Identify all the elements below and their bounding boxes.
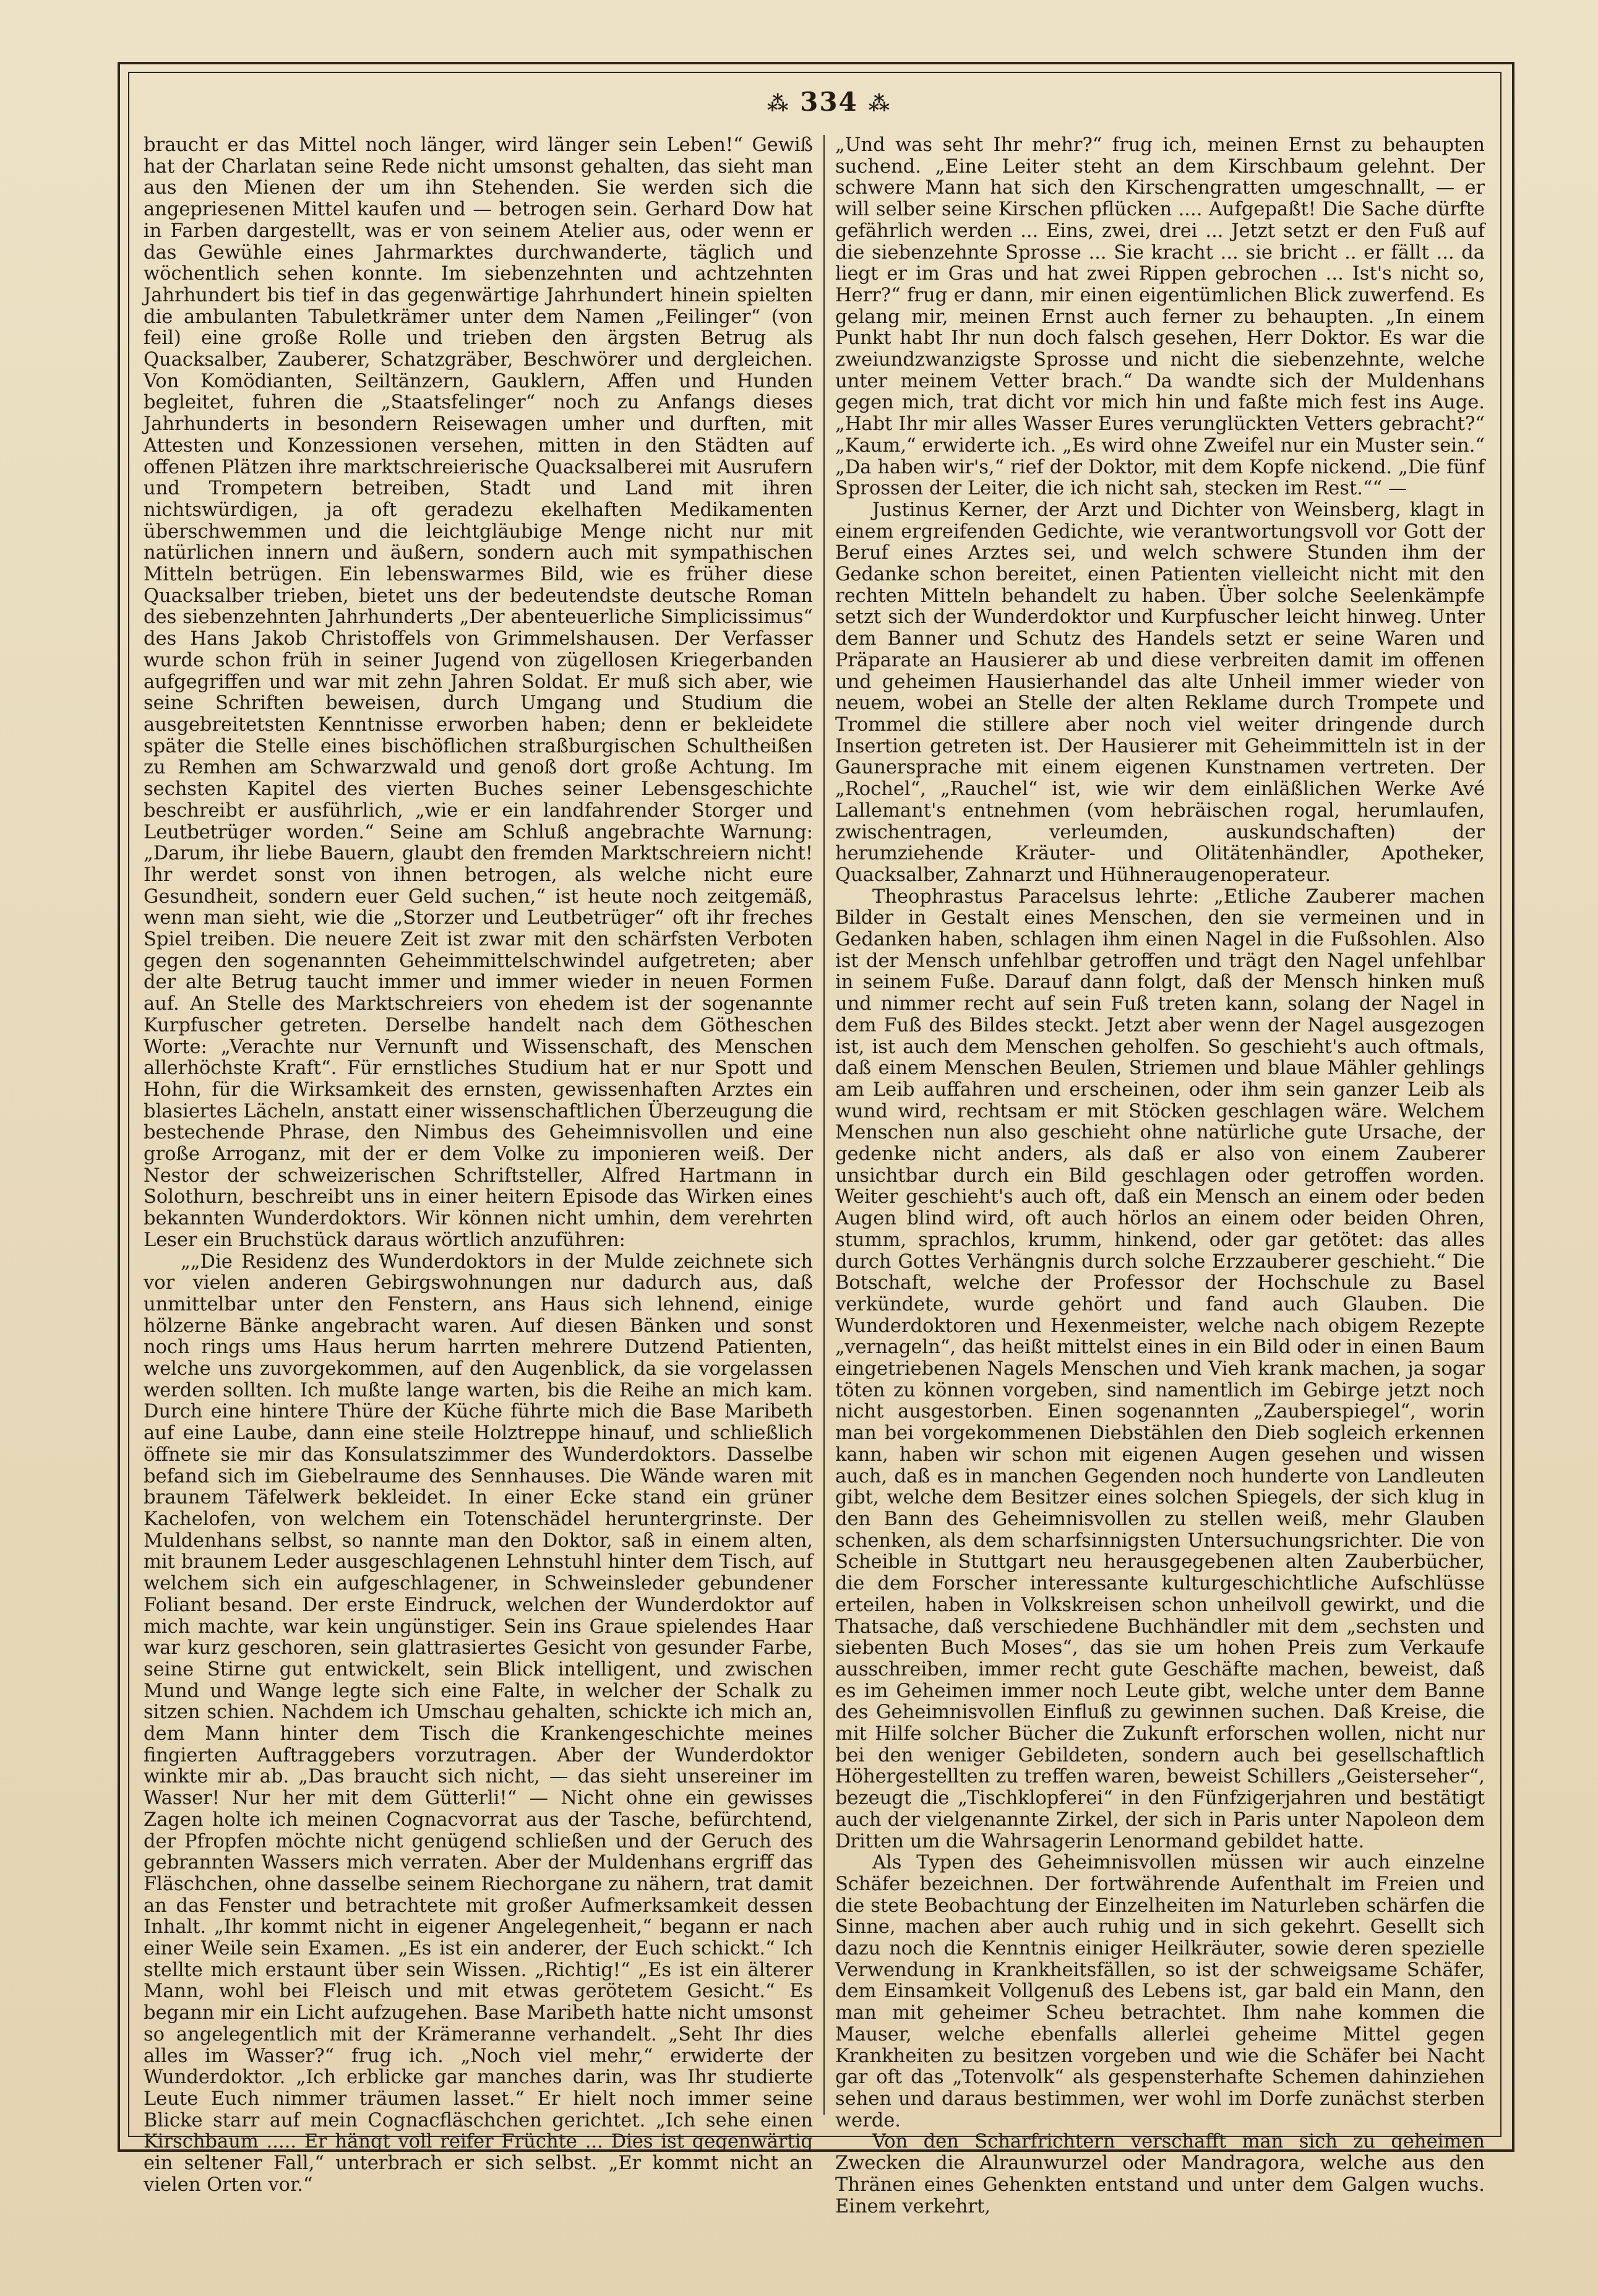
- column-divider: [823, 135, 825, 2115]
- paragraph: braucht er das Mittel noch länger, wird länger sein Leben!“ Gewiß hat der Charlatan seine Rede nicht umsonst gehalten, das sieht man aus den Mienen der um ihn Stehenden. Sie werden sich die angepriesenen Mittel kaufen und — betrogen sein. Gerhard Dow hat in Farben dargestellt, was er von seinem Atelier aus, oder wenn er das Gewühle eines Jahrmarktes durchwanderte, täglich und wöchentlich sehen konnte. Im siebenzehnten und achtzehnten Jahrhundert bis tief in das gegenwärtige Jahrhundert hinein spielten die ambulanten Tabuletkrämer unter dem Namen „Feilinger“ (von feil) eine große Rolle und trieben den ärgsten Betrug als Quacksalber, Zauberer, Schatzgräber, Beschwörer und dergleichen. Von Komödianten, Seiltänzern, Gauklern, Affen und Hunden begleitet, fuhren die „Staatsfelinger“ noch zu Anfangs dieses Jahrhunderts in besondern Reisewagen umher und durften, mit Attesten und Konzessionen versehen, mitten in den Städten auf offenen Plätzen ihre marktschreierische Quacksalberei mit Ausrufern und Trompetern betreiben, Stadt und Land mit ihren nichtswürdigen, ja oft geradezu ekelhaften Medikamenten überschwemmen und die leichtgläubige Menge nicht nur mit natürlichen innern und äußern, sondern auch mit sympathischen Mitteln betrügen. Ein lebenswarmes Bild, wie es früher diese Quacksalber trieben, bietet uns der bedeutendste deutsche Roman des siebenzehnten Jahrhunderts „Der abenteuerliche Simplicissimus“ des Hans Jakob Christoffels von Grimmelshausen. Der Verfasser wurde schon früh in seiner Jugend von zügellosen Kriegerbanden aufgegriffen und war mit zehn Jahren Soldat. Er muß sich aber, wie seine Schriften beweisen, durch Umgang und Studium die ausgebreitetsten Kenntnisse erworben haben; denn er bekleidete später die Stelle eines bischöflichen straßburgischen Schultheißen zu Remhen am Schwarzwald und genoß dort große Achtung. Im sechsten Kapitel des vierten Buches seiner Lebensgeschichte beschreibt er ausführlich, „wie er ein landfahrender Storger und Leutbetrüger worden.“ Seine am Schluß angebrachte Warnung: „Darum, ihr liebe Bauern, glaubt den fremden Marktschreiern nicht! Ihr werdet sonst von ihnen betrogen, als welche nicht eure Gesundheit, sondern euer Geld suchen,“ ist heute noch zeitgemäß, wenn man sieht, wie die „Storzer und Leutbetrüger“ oft ihr freches Spiel treiben. Die neuere Zeit ist zwar mit den schärfsten Verboten gegen den sogenannten Geheimmittelschwindel aufgetreten; aber der alte Betrug taucht immer und immer wieder in neuen Formen auf. An Stelle des Marktschreiers von ehedem ist der sogenannte Kurpfuscher getreten. Derselbe handelt nach dem Götheschen Worte: „Verachte nur Vernunft und Wissenschaft, des Menschen allerhöchste Kraft“. Für ernstliches Studium hat er nur Spott und Hohn, für die Wirksamkeit des ernsten, gewissenhaften Arztes ein blasiertes Lächeln, anstatt einer wissenschaftlichen Überzeugung die bestechende Phrase, den Nimbus des Geheimnisvollen und eine große Arroganz, mit der er dem Volke zu imponieren weiß. Der Nestor der schweizerischen Schriftsteller, Alfred Hartmann in Solothurn, beschreibt uns in einer heitern Episode das Wirken eines bekannten Wunderdoktors. Wir können nicht umhin, dem verehrten Leser ein Bruchstück daraus wörtlich anzuführen:: [144, 134, 813, 1251]
- ornament-left-icon: ⁂: [767, 92, 790, 116]
- left-text-column: [144, 134, 813, 2196]
- ornament-right-icon: ⁂: [868, 92, 891, 116]
- paragraph: „„Die Residenz des Wunderdoktors in der Mulde zeichnete sich vor vielen anderen Gebirgswohnungen nur dadurch aus, daß unmittelbar unter den Fenstern, ans Haus sich lehnend, einige hölzerne Bänke angebracht waren. Auf diesen Bänken und sonst noch rings ums Haus herum harrten mehrere Dutzend Patienten, welche uns zuvorgekommen, auf den Augenblick, da sie vorgelassen werden sollten. Ich mußte lange warten, bis die Reihe an mich kam. Durch eine hintere Thüre der Küche führte mich die Base Maribeth auf eine Laube, dann eine steile Holztreppe hinauf, und schließlich öffnete sie mir das Konsulatszimmer des Wunderdoktors. Dasselbe befand sich im Giebelraume des Sennhauses. Die Wände waren mit braunem Täfelwerk bekleidet. In einer Ecke stand ein grüner Kachelofen, von welchem ein Totenschädel heruntergrinste. Der Muldenhans selbst, so nannte man den Doktor, saß in einem alten, mit braunem Leder ausgeschlagenen Lehnstuhl hinter dem Tisch, auf welchem sich ein aufgeschlagener, in Schweinsleder gebundener Foliant besand. Der erste Eindruck, welchen der Wunderdoktor auf mich machte, war kein ungünstiger. Sein ins Graue spielendes Haar war kurz geschoren, sein glattrasiertes Gesicht von gesunder Farbe, seine Stirne gut entwickelt, sein Blick intelligent, und zwischen Mund und Wange legte sich eine Falte, in welcher der Schalk zu sitzen schien. Nachdem ich Umschau gehalten, schickte ich mich an, dem Mann hinter dem Tisch die Krankengeschichte meines fingierten Auftraggebers vorzutragen. Aber der Wunderdoktor winkte mir ab. „Das braucht sich nicht, — das sieht unsereiner im Wasser! Nur her mit dem Gütterli!“ — Nicht ohne ein gewisses Zagen holte ich meinen Cognacvorrat aus der Tasche, befürchtend, der Pfropfen möchte nicht genügend schließen und der Geruch des gebrannten Wassers mich verraten. Aber der Muldenhans ergriff das Fläschchen, ohne dasselbe seinem Riechorgane zu nähern, trat damit an das Fenster und betrachtete mit großer Aufmerksamkeit dessen Inhalt. „Ihr kommt nicht in eigener Angelegenheit,“ begann er nach einer Weile sein Examen. „Es ist ein anderer, der Euch schickt.“ Ich stellte mich erstaunt über sein Wissen. „Richtig!“ „Es ist ein älterer Mann, wohl bei Fleisch und mit etwas gerötetem Gesicht.“ Es begann mir ein Licht aufzugehen. Base Maribeth hatte nicht umsonst so angelegentlich mit der Krämeranne verhandelt. „Seht Ihr dies alles im Wasser?“ frug ich. „Noch viel mehr,“ erwiderte der Wunderdoktor. „Ich erblicke gar manches darin, was Ihr studierte Leute Euch nimmer träumen lasset.“ Er hielt noch immer seine Blicke starr auf mein Cognacfläschchen gerichtet. „Ich sehe einen Kirschbaum ..... Er hängt voll reifer Früchte ... Dies ist gegenwärtig ein seltener Fall,“ unterbrach er sich selbst. „Er kommt nicht an vielen Orten vor.“: [144, 1250, 813, 2196]
- paragraph: Theophrastus Paracelsus lehrte: „Etliche Zauberer machen Bilder in Gestalt eines Menschen, den sie vermeinen und in Gedanken haben, schlagen ihm einen Nagel in die Fußsohlen. Also ist der Mensch unfehlbar getroffen und trägt den Nagel unfehlbar in seinem Fuße. Darauf dann folgt, daß der Mensch hinken muß und nimmer recht auf sein Fuß treten kann, solang der Nagel in dem Fuß des Bildes steckt. Jetzt aber wenn der Nagel ausgezogen ist, ist auch dem Menschen geholfen. So geschieht's auch oftmals, daß einem Menschen Beulen, Striemen und blaue Mähler gehlings am Leib auffahren und erscheinen, oder ihm sein ganzer Leib als wund wird, rechtsam er mit Stöcken geschlagen wäre. Welchem Menschen nun also geschieht ohne natürliche gute Ursache, der gedenke nicht anders, als daß er also von einem Zauberer unsichtbar durch ein Bild geschlagen oder getroffen worden. Weiter geschieht's auch oft, daß ein Mensch an einem oder beden Augen blind wird, oft auch hörlos an einem oder beiden Ohren, stumm, sprachlos, krumm, hinkend, oder gar getötet: das alles durch Gottes Verhängnis durch solche Erzzauberer geschieht.“ Die Botschaft, welche der Professor der Hochschule zu Basel verkündete, wurde gehört und fand auch Glauben. Die Wunderdoktoren und Hexenmeister, welche nach obigem Rezepte „vernageln“, das heißt mittelst eines in ein Bild oder in einen Baum eingetriebenen Nagels Menschen und Vieh krank machen, ja sogar töten zu können vorgeben, sind namentlich im Gebirge jetzt noch nicht ausgestorben. Einen sogenannten „Zauberspiegel“, worin man bei vorgekommenen Diebstählen den Dieb sogleich erkennen kann, haben wir schon mit eigenen Augen gesehen und wissen auch, daß es in manchen Gegenden noch hunderte von Landleuten gibt, welche dem Besitzer eines solchen Spiegels, der sich klug in den Bann des Geheimnisvollen zu stellen weiß, mehr Glauben schenken, als dem scharfsinnigsten Untersuchungsrichter. Die von Scheible in Stuttgart neu herausgegebenen alten Zauberbücher, die dem Forscher interessante kulturgeschichtliche Aufschlüsse erteilen, haben in Volkskreisen schon unheilvoll gewirkt, und die Thatsache, daß verschiedene Buchhändler mit dem „sechsten und siebenten Buch Moses“, das sie um hohen Preis zum Verkaufe ausschreiben, immer recht gute Geschäfte machen, beweist, daß es im Geheimen immer noch Leute gibt, welche unter dem Banne des Geheimnisvollen Einfluß zu gewinnen suchen. Daß Kreise, die mit Hilfe solcher Bücher die Zukunft erforschen wollen, nicht nur bei den weniger Gebildeten, sondern auch bei gesellschaftlich Höhergestellten zu treffen waren, beweist Schillers „Geisterseher“, bezeugt die „Tischklopferei“ in den Fünfzigerjahren und bestätigt auch der vielgenannte Zirkel, der sich in Paris unter Napoleon dem Dritten um die Wahrsagerin Lenormand gebildet hatte.: [835, 885, 1485, 1852]
- page-number-header: [742, 87, 916, 124]
- paragraph: Als Typen des Geheimnisvollen müssen wir auch einzelne Schäfer bezeichnen. Der fortwährende Aufenthalt im Freien und die stete Beobachtung der Einzelheiten im Naturleben schärfen die Sinne, machen aber auch ruhig und in sich gekehrt. Gesellt sich dazu noch die Kenntnis einiger Heilkräuter, sowie deren spezielle Verwendung in Krankheitsfällen, so ist der schweigsame Schäfer, dem Einsamkeit Vollgenuß des Lebens ist, gar bald ein Mann, den man mit geheimer Scheu betrachtet. Ihm nahe kommen die Mauser, welche ebenfalls allerlei geheime Mittel gegen Krankheiten zu besitzen vorgeben und wie die Schäfer bei Nacht gar oft das „Totenvolk“ als gespensterhafte Schemen dahinziehen sehen und daraus bestimmen, wer wohl im Dorfe zunächst sterben werde.: [835, 1852, 1485, 2131]
- paragraph: Justinus Kerner, der Arzt und Dichter von Weinsberg, klagt in einem ergreifenden Gedichte, wie verantwortungsvoll vor Gott der Beruf eines Arztes sei, und welch schwere Stunden ihm der Gedanke schon bereitet, einen Patienten vielleicht nicht mit den rechten Mitteln behandelt zu haben. Über solche Seelenkämpfe setzt sich der Wunderdoktor und Kurpfuscher leicht hinweg. Unter dem Banner und Schutz des Handels setzt er seine Waren und Präparate an Hausierer ab und diese verbreiten damit im offenen und geheimen Hausierhandel das alte Unheil immer wieder von neuem, wobei an Stelle der alten Reklame durch Trompete und Trommel die stillere aber noch viel weiter dringende durch Insertion getreten ist. Der Hausierer mit Geheimmitteln ist in der Gaunersprache mit einem eigenen Kunstnamen vertreten. Der „Rochel“, „Rauchel“ ist, wie wir dem einläßlichen Werke Avé Lallemant's entnehmen (vom hebräischen rogal, herumlaufen, zwischentragen, verleumden, auskundschaften) der herumziehende Kräuter- und Olitätenhändler, Apotheker, Quacksalber, Zahnarzt und Hühneraugenoperateur.: [835, 499, 1485, 886]
- right-text-column: [835, 134, 1485, 2217]
- page-number: 334: [800, 87, 858, 117]
- paragraph: Von den Scharfrichtern verschafft man sich zu geheimen Zwecken die Alraunwurzel oder Mandragora, welche aus den Thränen eines Gehenkten entstand und unter dem Galgen wuchs. Einem verkehrt,: [835, 2131, 1485, 2217]
- paragraph: „Und was seht Ihr mehr?“ frug ich, meinen Ernst zu behaupten suchend. „Eine Leiter steht an dem Kirschbaum gelehnt. Der schwere Mann hat sich den Kirschengratten umgeschnallt, — er will selber seine Kirschen pflücken .... Aufgepaßt! Die Sache dürfte gefährlich werden ... Eins, zwei, drei ... Jetzt setzt er den Fuß auf die siebenzehnte Sprosse ... Sie kracht ... sie bricht .. er fällt ... da liegt er im Gras und hat zwei Rippen gebrochen ... Ist's nicht so, Herr?“ frug er dann, mir einen eigentümlichen Blick zuwerfend. Es gelang mir, meinen Ernst auch ferner zu behaupten. „In einem Punkt habt Ihr nun doch falsch gesehen, Herr Doktor. Es war die zweiundzwanzigste Sprosse und nicht die siebenzehnte, welche unter meinem Vetter brach.“ Da wandte sich der Muldenhans gegen mich, trat dicht vor mich hin und faßte mich fest ins Auge. „Habt Ihr mir alles Wasser Eures verunglückten Vetters gebracht?“ „Kaum,“ erwiderte ich. „Es wird ohne Zweifel nur ein Muster sein.“ „Da haben wir's,“ rief der Doktor, mit dem Kopfe nickend. „Die fünf Sprossen der Leiter, die ich nicht sah, stecken im Rest.““ —: [835, 134, 1485, 500]
